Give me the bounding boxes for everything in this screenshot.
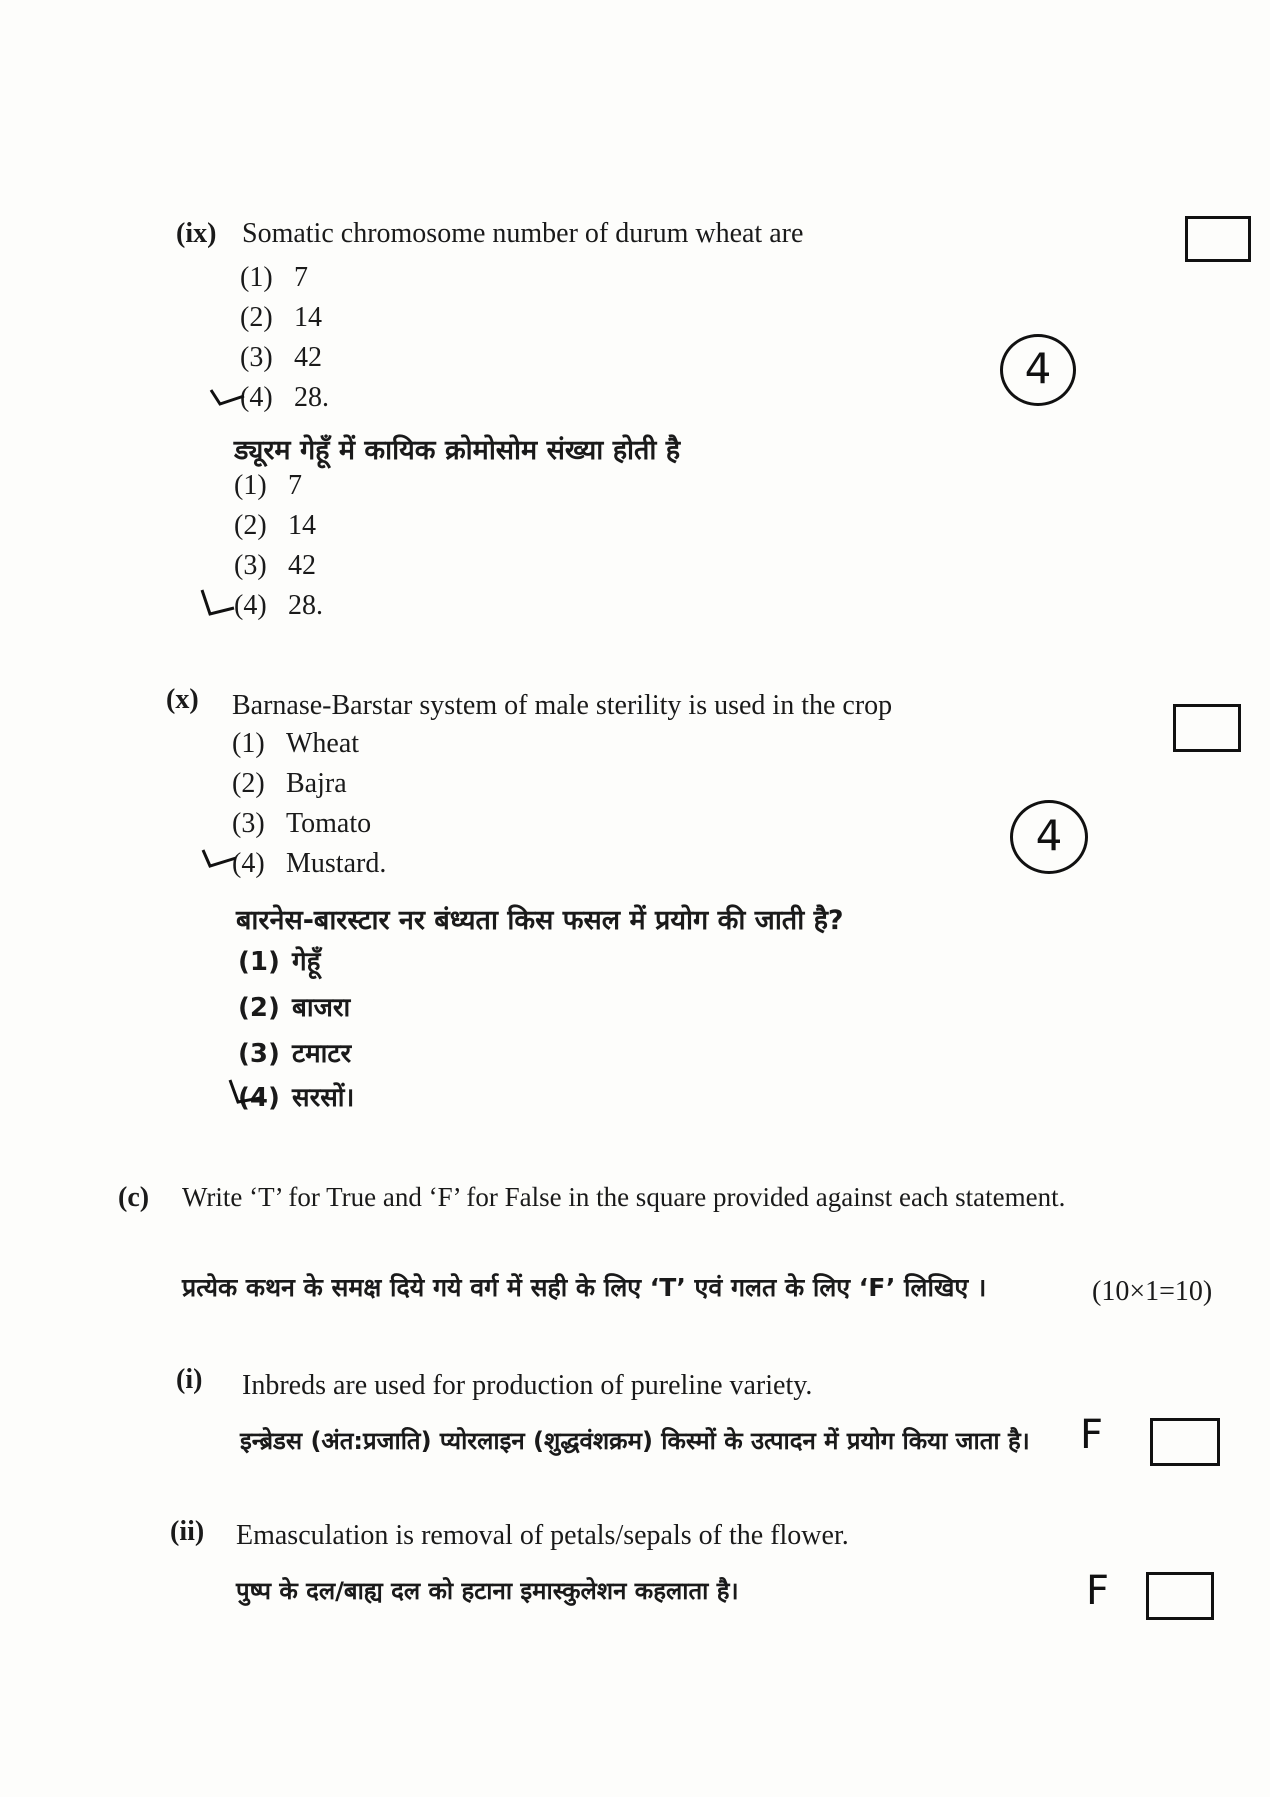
item-number: (i) — [176, 1364, 203, 1395]
option-item: (2) 14 — [234, 510, 316, 541]
option-item: (3) टमाटर — [238, 1039, 352, 1069]
question-text-en: Barnase-Barstar system of male sterility is used in the crop — [232, 690, 893, 721]
item-text-hi: पुष्प के दल/बाह्य दल को हटाना इमास्कुलेशन कहलाता है। — [236, 1577, 739, 1605]
question-text-hi: ड्यूरम गेहूँ में कायिक क्रोमोसोम संख्या होती है — [234, 435, 681, 466]
tick-mark-icon — [198, 586, 238, 622]
tick-mark-icon — [208, 382, 248, 412]
answer-box[interactable] — [1150, 1418, 1220, 1466]
option-item: (3) 42 — [240, 342, 322, 373]
answer-box[interactable] — [1146, 1572, 1214, 1620]
handwritten-answer: F — [1086, 1568, 1110, 1614]
item-text-en: Inbreds are used for production of pureline variety. — [242, 1370, 813, 1401]
item-text-hi: इन्ब्रेडस (अंत:प्रजाति) प्योरलाइन (शुद्धवंशक्रम) किस्मों के उत्पादन में प्रयोग किया जाता है। — [240, 1427, 1030, 1455]
handwritten-answer-circle: 4 — [1000, 334, 1076, 406]
question-text-hi: बारनेस-बारस्टार नर बंध्यता किस फसल में प्रयोग की जाती है? — [236, 905, 844, 936]
tick-mark-icon — [226, 1076, 266, 1110]
tick-mark-icon — [200, 846, 240, 876]
answer-box[interactable] — [1185, 216, 1251, 262]
option-item: (1) 7 — [240, 262, 308, 293]
option-item: (2) 14 — [240, 302, 322, 333]
option-item: (2) बाजरा — [238, 993, 351, 1023]
handwritten-answer: F — [1080, 1412, 1104, 1458]
marks-label: (10×1=10) — [1092, 1276, 1213, 1307]
answer-box[interactable] — [1173, 704, 1241, 752]
option-item: (1) गेहूँ — [238, 947, 321, 977]
option-item: (1) Wheat — [232, 728, 360, 759]
question-text-en: Somatic chromosome number of durum wheat are — [242, 218, 804, 249]
handwritten-answer-circle: 4 — [1010, 800, 1088, 874]
question-number: (x) — [166, 684, 199, 715]
option-item: (3) Tomato — [232, 808, 372, 839]
option-item: (2) Bajra — [232, 768, 347, 799]
section-label: (c) — [118, 1182, 150, 1213]
option-item: (4) Mustard. — [232, 848, 387, 879]
option-item: (4) सरसों। — [238, 1083, 355, 1113]
item-number: (ii) — [170, 1516, 205, 1547]
option-item: (4) 28. — [240, 382, 329, 413]
option-item: (3) 42 — [234, 550, 316, 581]
option-item: (1) 7 — [234, 470, 302, 501]
question-number: (ix) — [176, 218, 217, 249]
option-item: (4) 28. — [234, 590, 323, 621]
section-instruction-en: Write ‘T’ for True and ‘F’ for False in the square provided against each statement. — [182, 1182, 1066, 1212]
section-instruction-hi: प्रत्येक कथन के समक्ष दिये गये वर्ग में सही के लिए ‘T’ एवं गलत के लिए ‘F’ लिखिए । — [182, 1273, 987, 1302]
item-text-en: Emasculation is removal of petals/sepals of the flower. — [236, 1520, 849, 1551]
